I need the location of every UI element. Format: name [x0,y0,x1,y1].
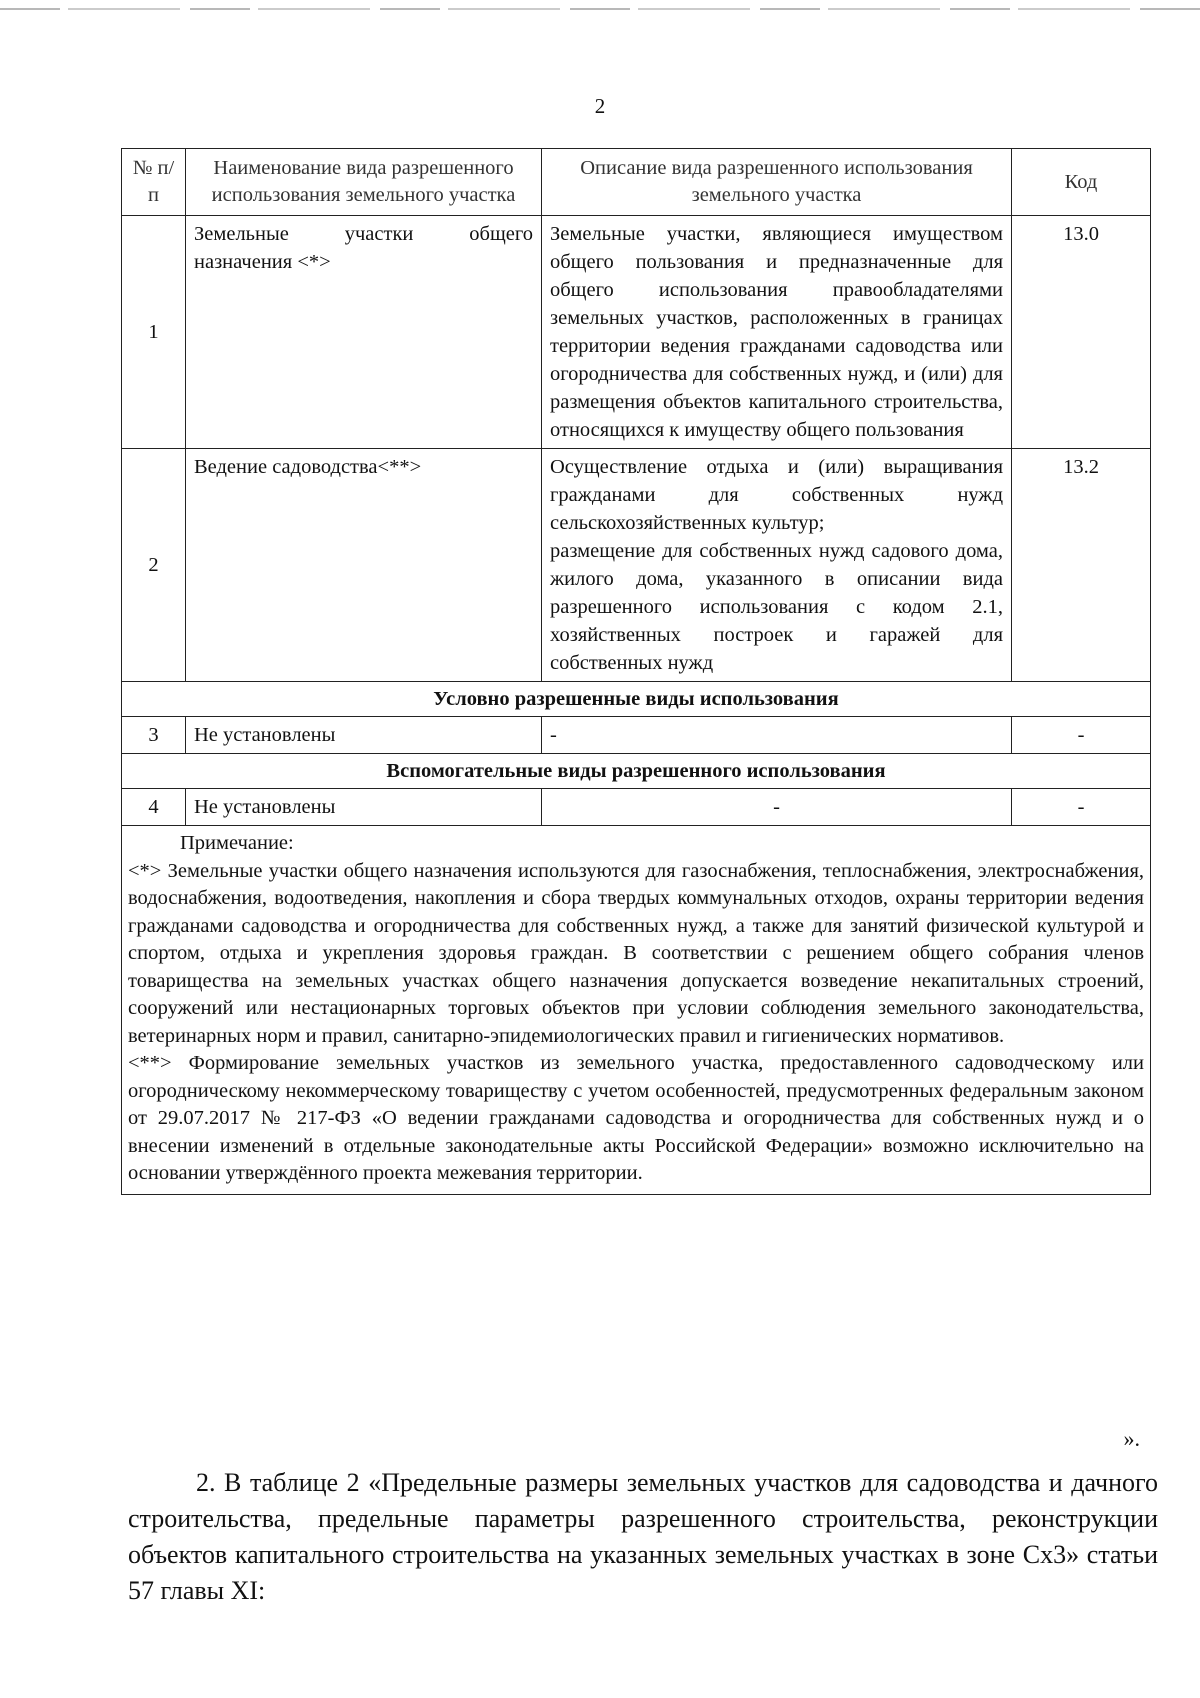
row-num: 1 [122,216,186,449]
section-row-conditional [122,682,1151,717]
table-row [122,449,1151,682]
row-num: 4 [122,789,186,826]
table-header-row [122,149,1151,216]
row-description: Земельные участки, являющиеся имуществом общего пользования и предназначенные для общего использования правообладателями земельных участков, расположенных в границах территории ведения гражданами садоводства или огородничества для собственных нужд, и (или) для размещения объектов капитального строительства, относящихся к имуществу общего пользования [542,216,1012,449]
closing-quote-mark: ». [1123,1426,1140,1451]
section-row-auxiliary [122,754,1151,789]
row-name: Не установлены [186,789,542,826]
row-code: - [1012,789,1151,826]
row-num: 3 [122,717,186,754]
row-description: - [542,717,1012,754]
table-row [122,789,1151,826]
note-paragraph-2: <**> Формирование земельных участков из земельного участка, предоставленного садоводческому или огородническому некоммерческому товариществу с учетом особенностей, предусмотренных федеральным законом от 29.07.2017 № 217-ФЗ «О ведении гражданами садоводства и огородничества для собственных нужд и о внесении изменений в отдельные законодательные акты Российской Федерации» возможно исключительно на основании утверждённого проекта межевания территории. [128,1052,1144,1184]
note-paragraph-1: <*> Земельные участки общего назначения используются для газоснабжения, теплоснабжения, электроснабжения, водоснабжения, водоотведения, накопления и сбора твердых коммунальных отходов, охраны территории ведения гражданами садоводства и огородничества для собственных нужд, а также для занятий физической культурой и спортом, отдыха и укрепления здоровья граждан. В соответствии с решением общего собрания членов товарищества на земельных участках общего назначения допускается возведение некапитальных строений, сооружений или нестационарных торговых объектов при условии соблюдения земельного законодательства, ветеринарных норм и правил, санитарно-эпидемиологических правил и гигиенических нормативов. [128,859,1144,1047]
row-name: Земельные участки общего назначения <*> [186,216,542,449]
row-description-part-1: Осуществление отдыха и (или) выращивания гражданами для собственных нужд сельскохозяйственных культур; [550,456,1003,534]
header-name: Наименование вида разрешенного использования земельного участка [186,149,542,216]
row-name: Не установлены [186,717,542,754]
row-num: 2 [122,449,186,682]
row-name: Ведение садоводства<**> [186,449,542,682]
row-code: 13.0 [1012,216,1151,449]
permitted-use-table [121,148,1151,1195]
table-row [122,717,1151,754]
scan-edge-artifact [0,8,1200,10]
header-num: № п/п [122,149,186,216]
row-description-part-2: размещение для собственных нужд садового дома, жилого дома, указанного в описании вида разрешенного использования с кодом 2.1, хозяйственных построек и гаражей для собственных нужд [550,540,1003,674]
row-code: - [1012,717,1151,754]
note-cell [122,826,1151,1195]
page-number: 2 [594,94,606,118]
section-title-auxiliary: Вспомогательные виды разрешенного использования [122,754,1151,789]
row-description [542,449,1012,682]
header-code: Код [1012,149,1151,216]
row-code: 13.2 [1012,449,1151,682]
row-description: - [542,789,1012,826]
note-row [122,826,1151,1195]
table-row [122,216,1151,449]
note-heading: Примечание: [180,832,294,854]
header-description: Описание вида разрешенного использования земельного участка [542,149,1012,216]
amendment-paragraph: 2. В таблице 2 «Предельные размеры земельных участков для садоводства и дачного строительства, предельные параметры разрешенного строительства, реконструкции объектов капитального строительства на указанных земельных участках в зоне Сх3» статьи 57 главы XI: [128,1468,1158,1605]
section-title-conditional: Условно разрешенные виды использования [122,682,1151,717]
